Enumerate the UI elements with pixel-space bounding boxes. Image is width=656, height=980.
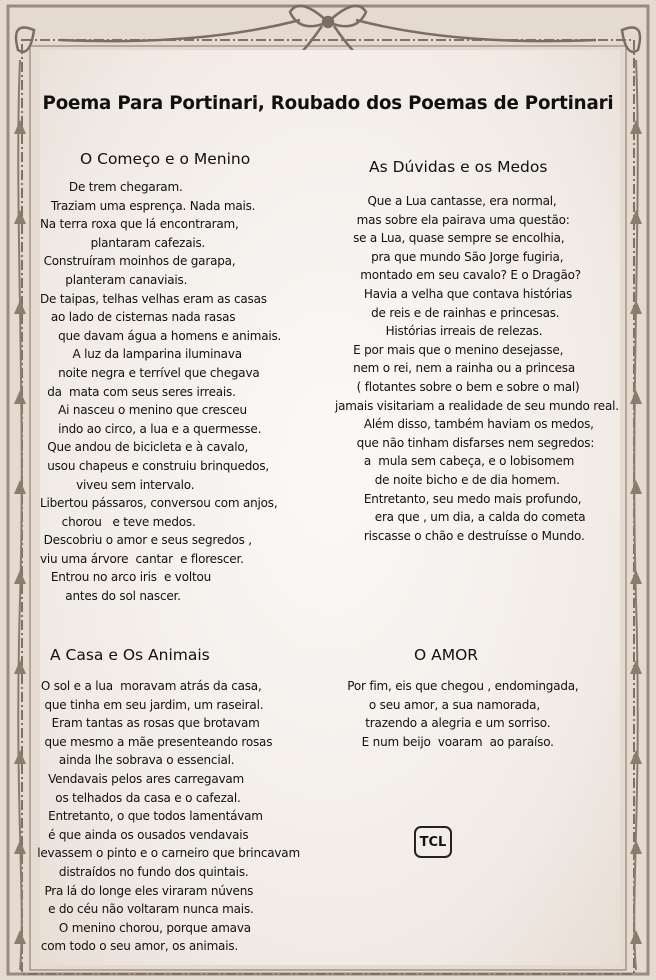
poem-line: era que , um dia, a calda do cometa bbox=[335, 510, 586, 525]
poem-line: nem o rei, nem a rainha ou a princesa bbox=[335, 361, 576, 376]
poem-line: Além disso, também haviam os medos, bbox=[335, 417, 594, 432]
poem-line: viveu sem intervalo. bbox=[40, 477, 195, 492]
poem-line: pra que mundo São Jorge fugiria, bbox=[335, 249, 564, 264]
poem-line: plantaram cafezais. bbox=[40, 235, 206, 250]
section-o-comeco-e-o-menino bbox=[40, 150, 330, 606]
poem-line: Vendavais pelos ares carregavam bbox=[30, 771, 245, 786]
poem-line: Entrou no arco iris e voltou bbox=[40, 570, 212, 585]
poem-line: os telhados da casa e o cafezal. bbox=[30, 790, 241, 805]
poem-line: planteram canaviais. bbox=[40, 272, 188, 287]
poem-line: montado em seu cavalo? E o Dragão? bbox=[335, 268, 581, 283]
poem-line: chorou e teve medos. bbox=[40, 514, 196, 529]
poem-line: Descobriu o amor e seus segredos , bbox=[40, 533, 252, 548]
poem-stanza bbox=[335, 192, 635, 545]
poem-line: E por mais que o menino desejasse, bbox=[335, 342, 564, 357]
poem-line: Traziam uma esprença. Nada mais. bbox=[40, 198, 256, 213]
section-heading: As Dúvidas e os Medos bbox=[369, 158, 548, 176]
poem-line: De trem chegaram. bbox=[40, 180, 183, 194]
poem-line: Construíram moinhos de garapa, bbox=[40, 254, 236, 269]
poem-line: da mata com seus seres irreais. bbox=[40, 384, 236, 399]
poem-line: O menino chorou, porque amava bbox=[30, 920, 251, 935]
poem-line: Havia a velha que contava histórias bbox=[335, 286, 573, 301]
poem-line: de reis e de rainhas e princesas. bbox=[335, 305, 560, 320]
section-heading: O Começo e o Menino bbox=[80, 150, 251, 168]
poem-line: ao lado de cisternas nada rasas bbox=[40, 310, 236, 325]
poem-line: é que ainda os ousados vendavais bbox=[30, 827, 249, 842]
section-as-duvidas-e-os-medos bbox=[335, 158, 635, 545]
poem-line: o seu amor, a sua namorada, bbox=[340, 697, 540, 712]
poem-line: que tinha em seu jardim, um raseiral. bbox=[30, 697, 264, 712]
poem-stanza bbox=[40, 178, 330, 606]
poem-line: Que a Lua cantasse, era normal, bbox=[335, 194, 557, 208]
poem-line: que mesmo a mãe presenteando rosas bbox=[30, 734, 273, 749]
poem-line: Por fim, eis que chegou , endomingada, bbox=[340, 679, 579, 693]
poem-line: riscasse o chão e destruísse o Mundo. bbox=[335, 528, 585, 543]
poem-line: Eram tantas as rosas que brotavam bbox=[30, 716, 260, 731]
poem-line: ainda lhe sobrava o essencial. bbox=[30, 753, 235, 768]
poem-line: Ai nasceu o menino que cresceu bbox=[40, 403, 247, 418]
poem-line: mas sobre ela pairava uma questão: bbox=[335, 212, 570, 227]
poem-line: Que andou de bicicleta e à cavalo, bbox=[40, 440, 249, 455]
poem-line: O sol e a lua moravam atrás da casa, bbox=[30, 679, 262, 693]
poem-line: com todo o seu amor, os animais. bbox=[30, 939, 239, 954]
poem-line: de noite bicho e de dia homem. bbox=[335, 472, 560, 487]
poem-stanza bbox=[340, 677, 620, 751]
section-a-casa-e-os-animais bbox=[30, 646, 330, 956]
poem-line: jamais visitariam a realidade de seu mundo real. bbox=[335, 398, 619, 413]
section-o-amor bbox=[340, 646, 620, 751]
poem-line: noite negra e terrível que chegava bbox=[40, 365, 260, 380]
poem-line: viu uma árvore cantar e florescer. bbox=[40, 551, 244, 566]
poem-line: Libertou pássaros, conversou com anjos, bbox=[40, 496, 278, 511]
poem-line: a mula sem cabeça, e o lobisomem bbox=[335, 454, 575, 469]
poem-line: De taipas, telhas velhas eram as casas bbox=[40, 291, 267, 306]
poem-title: Poema Para Portinari, Roubado dos Poemas de Portinari bbox=[42, 92, 614, 114]
poem-line: se a Lua, quase sempre se encolhia, bbox=[335, 231, 565, 246]
poem-line: Na terra roxa que lá encontraram, bbox=[40, 217, 239, 232]
poem-line: ( flotantes sobre o bem e sobre o mal) bbox=[335, 379, 580, 394]
poem-line: levassem o pinto e o carneiro que brincavam bbox=[30, 846, 300, 861]
poem-line: A luz da lamparina iluminava bbox=[40, 347, 242, 362]
poem-line: Entretanto, o que todos lamentávam bbox=[30, 809, 263, 824]
poem-line: e do céu não voltaram nunca mais. bbox=[30, 902, 254, 917]
poem-line: E num beijo voaram ao paraíso. bbox=[340, 734, 554, 749]
poem-line: distraídos no fundo dos quintais. bbox=[30, 864, 249, 879]
section-heading: A Casa e Os Animais bbox=[50, 646, 210, 664]
poem-line: usou chapeus e construiu brinquedos, bbox=[40, 458, 269, 473]
author-signature-badge: TCL bbox=[414, 826, 452, 858]
poem-line: Histórias irreais de relezas. bbox=[335, 324, 543, 339]
section-heading: O AMOR bbox=[414, 646, 479, 664]
poem-line: trazendo a alegria e um sorriso. bbox=[340, 716, 551, 731]
poem-line: que não tinham disfarses nem segredos: bbox=[335, 435, 595, 450]
poem-line: Pra lá do longe eles viraram núvens bbox=[30, 883, 254, 898]
poem-line: indo ao circo, a lua e a quermesse. bbox=[40, 421, 262, 436]
poem-line: antes do sol nascer. bbox=[40, 589, 181, 604]
poem-line: que davam água a homens e animais. bbox=[40, 328, 282, 343]
poem-stanza bbox=[30, 677, 330, 956]
poem-line: Entretanto, seu medo mais profundo, bbox=[335, 491, 582, 506]
